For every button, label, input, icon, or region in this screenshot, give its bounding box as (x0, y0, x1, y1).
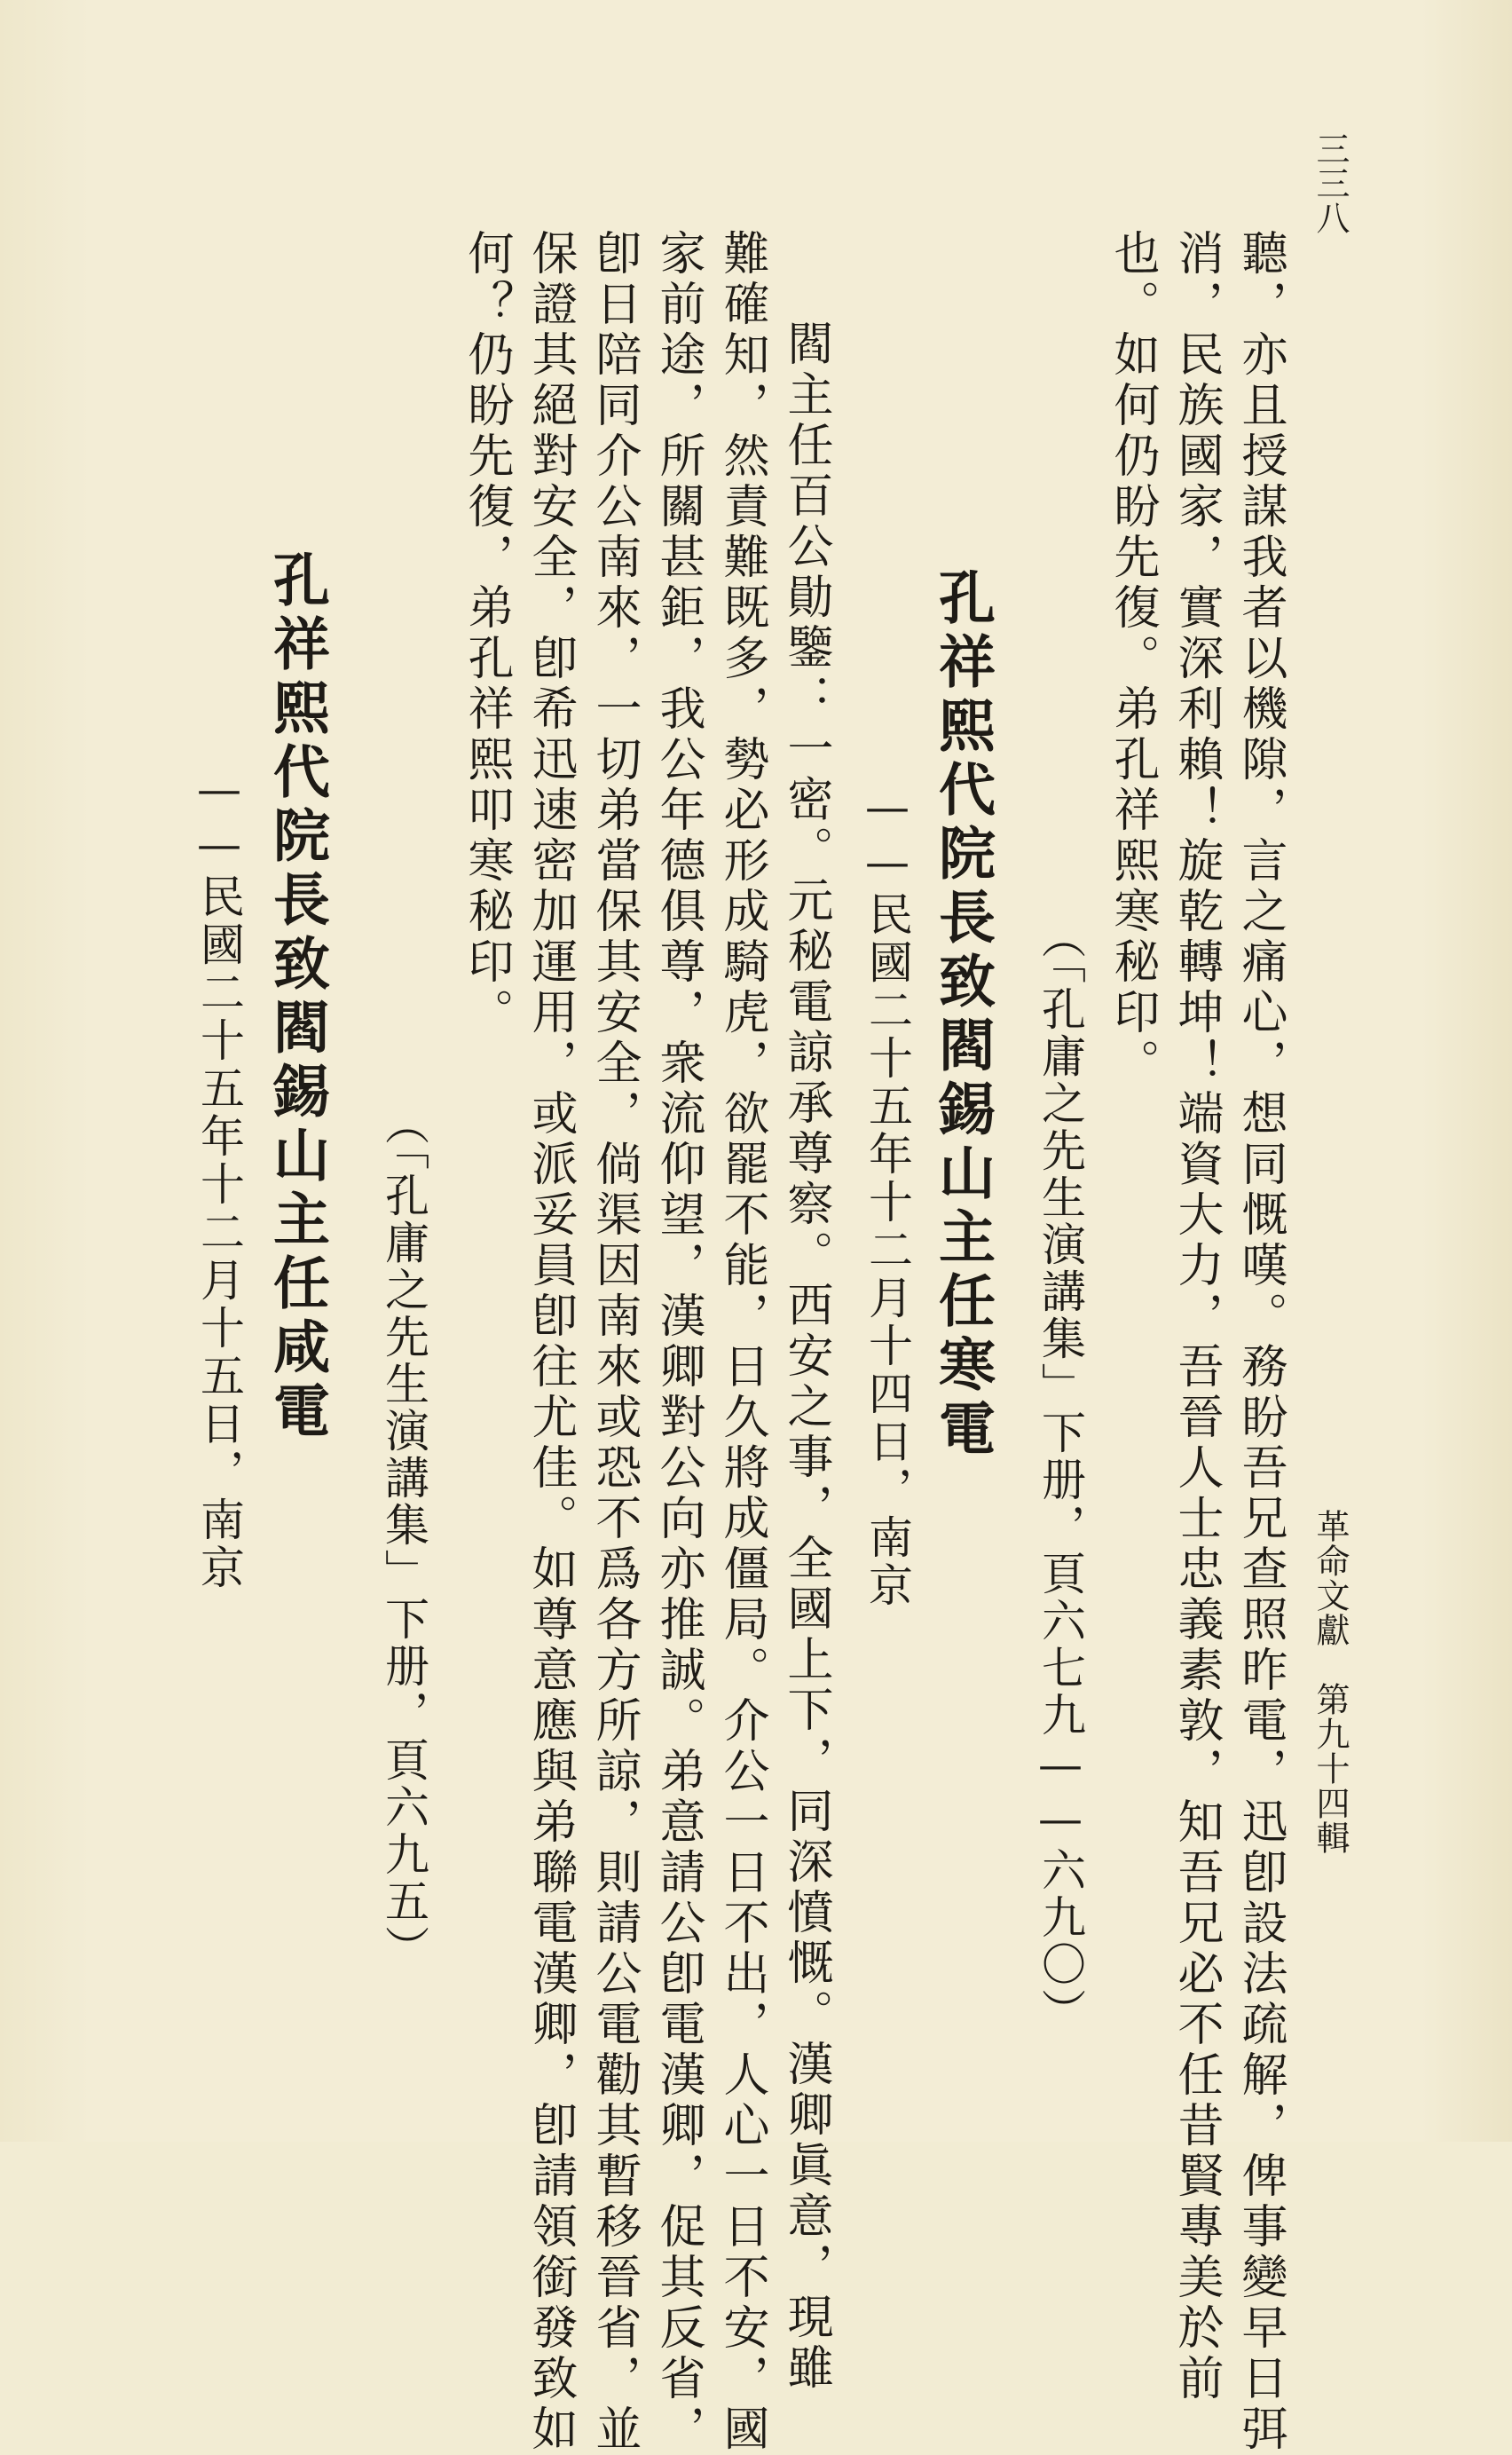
body-line: 何？仍盼先復，弟孔祥熙叩寒秘印。 (460, 229, 513, 1038)
body-line: 也。如何仍盼先復。弟孔祥熙寒秘印。 (1106, 229, 1159, 1089)
body-line: 聽，亦且授謀我者以機隙，言之痛心，想同慨嘆。務盼吾兄查照昨電，迅卽設法疏解，俾事變早日弭 (1233, 229, 1287, 2455)
body-line: 家前途，所關甚鉅，我公年德俱尊，衆流仰望，漢卿對公向亦推誠。弟意請公卽電漢卿，促其反省， (651, 229, 705, 2455)
body-line: 閻主任百公勛鑒：一密。元秘電諒承尊察。西安之事，全國上下，同深憤慨。漢卿眞意，現雖 (779, 320, 832, 2394)
series-title: 革命文獻 第九十四輯 (1311, 1509, 1350, 1855)
body-line: 卽日陪同介公南來，一切弟當保其安全，倘渠因南來或恐不爲各方所諒，則請公電勸其暫移晉省，並 (587, 229, 641, 2455)
page-number: 三三八 (1311, 131, 1350, 235)
body-line: 難確知，然責難既多，勢必形成騎虎，欲罷不能，日久將成僵局。介公一日不出，人心一日不安，國 (715, 229, 768, 2455)
telegram-dateline: ——民國二十五年十二月十五日，南京 (193, 763, 245, 1592)
source-citation: （「孔庸之先生演講集」下册，頁六七九——六九〇） (1035, 914, 1086, 2035)
source-citation: （「孔庸之先生演講集」下册，頁六九五） (378, 1101, 429, 1972)
telegram-dateline: ——民國二十五年十二月十四日，南京 (862, 781, 913, 1610)
body-line: 保證其絕對安全，卽希迅速密加運用，或派妥員卽往尤佳。如尊意應與弟聯電漢卿，卽請領銜發致如 (524, 229, 577, 2455)
telegram-title: 孔祥熙代院長致閻錫山主任咸電 (264, 550, 330, 1445)
telegram-title: 孔祥熙代院長致閻錫山主任寒電 (929, 568, 996, 1463)
body-line: 消，民族國家，實深利賴！旋乾轉坤！端資大力，吾晉人士忠義素敦，知吾兄必不任昔賢專美於前 (1169, 229, 1223, 2404)
